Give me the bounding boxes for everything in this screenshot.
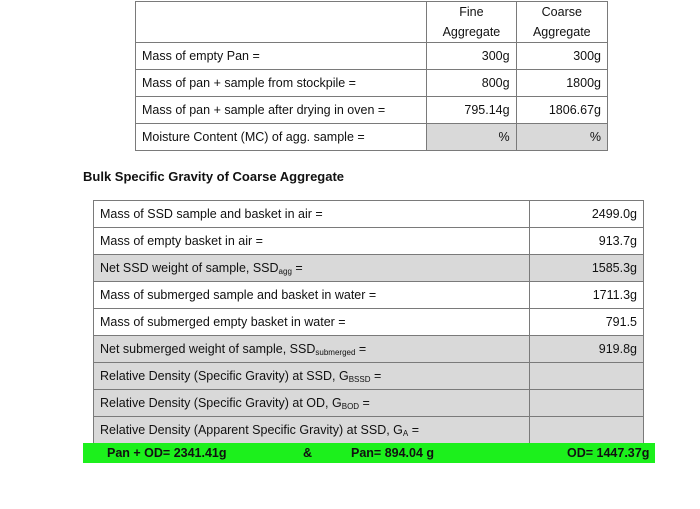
- label-subscript: submerged: [315, 347, 356, 357]
- table-row: [136, 70, 608, 97]
- table-row: [94, 309, 644, 336]
- header-fine-line1: Fine: [427, 2, 516, 23]
- label-main: Relative Density (Specific Gravity) at OD, G: [100, 395, 342, 410]
- row-label: [94, 363, 530, 390]
- label-subscript: BOD: [341, 401, 360, 411]
- row-label: [94, 417, 530, 444]
- pan-od-text: Pan + OD= 2341.41g: [107, 446, 227, 460]
- coarse-value: 1800g: [516, 70, 607, 97]
- row-label: [94, 390, 530, 417]
- od-text: OD= 1447.37g: [567, 446, 650, 460]
- label-subscript: BSSD: [348, 374, 371, 384]
- row-value: 2499.0g: [530, 201, 644, 228]
- aggregate-mass-table: [135, 1, 608, 151]
- table-row: [136, 124, 608, 151]
- label-subscript: agg: [278, 266, 292, 276]
- row-value: [530, 390, 644, 417]
- table-row: [136, 97, 608, 124]
- fine-value: 800g: [427, 70, 516, 97]
- label-subscript: A: [402, 428, 409, 438]
- label-end: =: [359, 395, 370, 410]
- section-title: Bulk Specific Gravity of Coarse Aggregate: [83, 169, 345, 184]
- table-row: [94, 228, 644, 255]
- row-label: Moisture Content (MC) of agg. sample =: [136, 124, 427, 151]
- table-row: [94, 255, 644, 282]
- table-row: [94, 201, 644, 228]
- row-label: Mass of empty Pan =: [136, 43, 427, 70]
- label-main: Relative Density (Specific Gravity) at SSD, G: [100, 368, 349, 383]
- highlight-result-bar: [83, 443, 655, 463]
- row-label: Mass of empty basket in air =: [94, 228, 530, 255]
- header-fine-line2: Aggregate: [427, 22, 516, 43]
- row-label: Mass of SSD sample and basket in air =: [94, 201, 530, 228]
- label-end: =: [291, 260, 303, 275]
- row-value: 913.7g: [530, 228, 644, 255]
- row-value: 1711.3g: [530, 282, 644, 309]
- label-end: =: [408, 422, 420, 437]
- row-value: 791.5: [530, 309, 644, 336]
- row-label: Mass of submerged sample and basket in water =: [94, 282, 530, 309]
- fine-value: %: [427, 124, 516, 151]
- header-coarse-line1: Coarse: [516, 2, 607, 23]
- row-label: Mass of pan + sample from stockpile =: [136, 70, 427, 97]
- row-value: [530, 417, 644, 444]
- ampersand-text: &: [303, 446, 313, 460]
- fine-value: 300g: [427, 43, 516, 70]
- specific-gravity-table: [93, 200, 644, 444]
- coarse-value: 300g: [516, 43, 607, 70]
- table-row: [94, 336, 644, 363]
- table-row: [136, 43, 608, 70]
- label-end: =: [355, 341, 367, 356]
- row-label: [94, 255, 530, 282]
- row-label: Mass of submerged empty basket in water =: [94, 309, 530, 336]
- label-main: Net submerged weight of sample, SSD: [100, 341, 316, 356]
- label-end: =: [370, 368, 382, 383]
- row-value: [530, 363, 644, 390]
- row-value: 919.8g: [530, 336, 644, 363]
- coarse-value: 1806.67g: [516, 97, 607, 124]
- row-label: [94, 336, 530, 363]
- table-row: [94, 282, 644, 309]
- table-row: [94, 390, 644, 417]
- header-coarse-line2: Aggregate: [516, 22, 607, 43]
- header-blank-cell: [136, 2, 427, 43]
- row-value: 1585.3g: [530, 255, 644, 282]
- pan-text: Pan= 894.04 g: [351, 446, 435, 460]
- table-header-row: [136, 2, 608, 23]
- row-label: Mass of pan + sample after drying in oven =: [136, 97, 427, 124]
- table-row: [94, 363, 644, 390]
- table-row: [94, 417, 644, 444]
- label-main: Relative Density (Apparent Specific Gravity) at SSD, G: [100, 422, 403, 437]
- fine-value: 795.14g: [427, 97, 516, 124]
- label-main: Net SSD weight of sample, SSD: [100, 260, 279, 275]
- coarse-value: %: [516, 124, 607, 151]
